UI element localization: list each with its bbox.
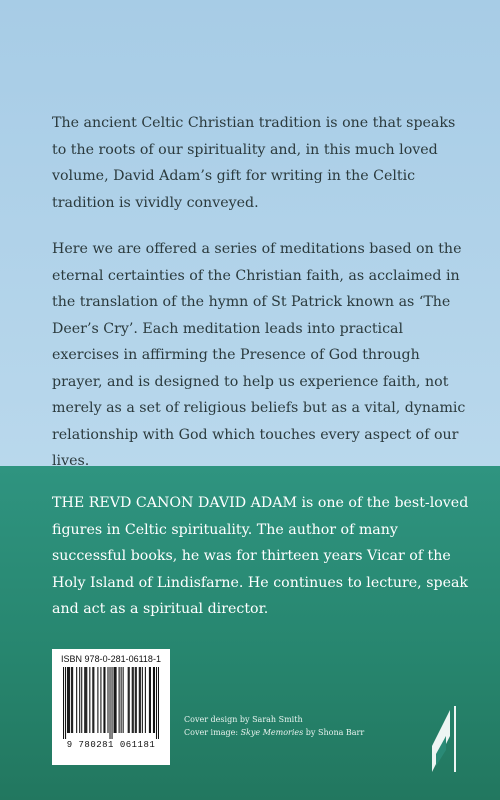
barcode-bar [132,667,133,733]
barcode-bar [100,667,101,733]
barcode-bar [139,667,140,733]
barcode-bar [136,667,137,733]
barcode-bar [81,667,82,733]
cover-image-title: Skye Memories [240,728,304,737]
barcode-bar [119,667,120,733]
barcode-bar [156,667,157,739]
barcode-bar [115,667,116,733]
barcode-bar [67,667,68,733]
barcode-bar [85,667,86,733]
barcode-bar [104,667,105,733]
barcode-bars [63,667,159,739]
author-bio: THE REVD CANON DAVID ADAM is one of the best-loved figures in Celtic spirituality. The author of many successful books, he was for thirteen years Vicar of the Holy Island of Lindisfarne. He continues to lecture, speak and act as a spiritual director. [52,495,469,617]
barcode-bar [107,667,108,733]
barcode-bar [84,667,85,733]
cover-credits [184,713,414,739]
barcode-bar [149,667,150,733]
barcode-bar [150,667,151,733]
barcode-bar [89,667,90,733]
isbn-label: ISBN 978-0-281-06118-1 [61,654,161,664]
barcode-bar [154,667,155,733]
barcode-bar [76,667,77,733]
barcode-bar [128,667,129,733]
blurb-paragraph-1: The ancient Celtic Christian tradition is one that speaks to the roots of our spirituality and, in this much loved volume, David Adam’s gift for writing in the Celtic tradition is vividly conveyed. [52,115,456,211]
barcode-bar [97,667,98,733]
barcode-bar [68,667,69,733]
barcode-bar [140,667,141,733]
barcode-bar [121,667,122,733]
barcode-bar [93,667,94,733]
barcode-bar [109,667,110,739]
barcode-bar [158,667,159,739]
barcode-bar [112,667,113,739]
barcode-bar [65,667,66,739]
barcode-bar [116,667,117,733]
ean-digits: 9 780281 061181 [66,740,156,750]
barcode-bar [142,667,143,733]
barcode-bar [129,667,130,733]
blurb-paragraph-2: Here we are offered a series of meditations based on the eternal certainties of the Christian faith, as acclaimed in the translation of the hymn of St Patrick known as ‘The Deer’s Cry’. Each meditation leads into practical exercises in affirming the Presence of God through prayer, and is designed to help us experience faith, not merely as a set of religious beliefs but as a vital, dynamic relationship with God which touches every aspect of our lives. [52,241,466,469]
barcode-bar [92,667,93,733]
barcode-bar [79,667,80,733]
cover-design-credit: Cover design by Sarah Smith [184,715,303,724]
barcode-bar [86,667,87,733]
cover-image-suffix: by Shona Barr [303,728,365,737]
cover-image-credit [184,726,414,739]
barcode-bar [145,667,146,733]
barcode-bar [71,667,72,733]
barcode-bar [123,667,124,733]
spck-logo-icon [426,706,462,772]
cover-image-prefix: Cover image: [184,728,241,737]
barcode-bar [72,667,73,733]
barcode-bar [63,667,64,739]
barcode-box [52,649,170,765]
barcode-bar [69,667,70,733]
barcode-bar [153,667,154,733]
barcode-bar [103,667,104,733]
barcode-bar [135,667,136,733]
barcode-bar [133,667,134,733]
barcode-bar [114,667,115,733]
